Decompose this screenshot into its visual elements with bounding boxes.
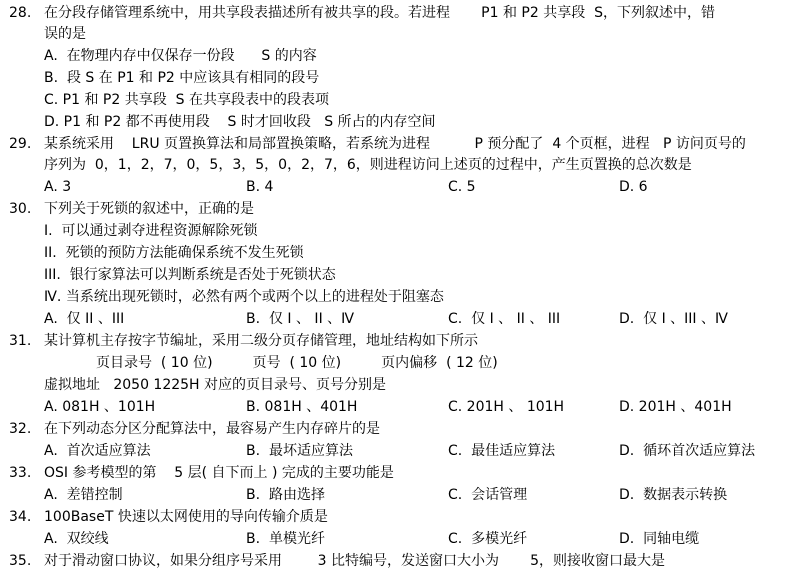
question-31-option-a: A. 081H 、101H bbox=[44, 399, 156, 415]
question-34-option-d: D. 同轴电缆 bbox=[619, 531, 700, 547]
question-31-stem: 某计算机主存按字节编址，采用二级分页存储管理，地址结构如下所示 bbox=[44, 333, 478, 349]
question-30-option-d: D. 仅 I 、III 、Ⅳ bbox=[619, 311, 728, 327]
question-30-option-a: A. 仅 II 、III bbox=[44, 311, 125, 327]
question-29-option-a: A. 3 bbox=[44, 179, 72, 195]
question-28-option-d: D. P1 和 P2 都不再使用段 S 时才回收段 S 所占的内存空间 bbox=[44, 114, 436, 130]
question-32-stem: 在下列动态分区分配算法中，最容易产生内存碎片的是 bbox=[44, 421, 380, 437]
question-31-address-structure: 页目录号 ( 10 位) 页号 ( 10 位) 页内偏移 ( 12 位) bbox=[96, 355, 498, 371]
question-30-option-b: B. 仅 I 、 II 、Ⅳ bbox=[246, 311, 355, 327]
question-28-number: 28. bbox=[9, 5, 32, 21]
question-33-option-d: D. 数据表示转换 bbox=[619, 487, 728, 503]
question-33-option-a: A. 差错控制 bbox=[44, 487, 123, 503]
question-32-option-b: B. 最坏适应算法 bbox=[246, 443, 353, 459]
question-30-option-c: C. 仅 I 、 II 、 III bbox=[448, 311, 561, 327]
question-28-stem: 在分段存储管理系统中，用共享段表描述所有被共享的段。若进程 P1 和 P2 共享段 S，下列叙述中，错 bbox=[44, 5, 715, 21]
question-29-option-c: C. 5 bbox=[448, 179, 476, 195]
question-35-number: 35. bbox=[9, 553, 32, 569]
question-33-stem: OSI 参考模型的第 5 层( 自下而上 ) 完成的主要功能是 bbox=[44, 465, 394, 481]
question-32-option-d: D. 循环首次适应算法 bbox=[619, 443, 756, 459]
question-28-option-c: C. P1 和 P2 共享段 S 在共享段表中的段表项 bbox=[44, 92, 329, 108]
question-32-option-a: A. 首次适应算法 bbox=[44, 443, 151, 459]
question-35-stem: 对于滑动窗口协议，如果分组序号采用 3 比特编号，发送窗口大小为 5，则接收窗口最大是 bbox=[44, 553, 666, 569]
question-34-option-c: C. 多模光纤 bbox=[448, 531, 528, 547]
question-33-option-c: C. 会话管理 bbox=[448, 487, 528, 503]
question-34-option-a: A. 双绞线 bbox=[44, 531, 109, 547]
question-29-number: 29. bbox=[9, 136, 32, 152]
question-31-virtual-address: 虚拟地址 2050 1225H 对应的页目录号、页号分别是 bbox=[44, 377, 387, 393]
question-31-option-d: D. 201H 、401H bbox=[619, 399, 732, 415]
question-32-number: 32. bbox=[9, 421, 32, 437]
question-34-option-b: B. 单模光纤 bbox=[246, 531, 325, 547]
question-31-option-b: B. 081H 、401H bbox=[246, 399, 358, 415]
question-30-stem: 下列关于死锁的叙述中，正确的是 bbox=[44, 201, 254, 217]
question-30-number: 30. bbox=[9, 201, 32, 217]
question-28-option-b: B. 段 S 在 P1 和 P2 中应该具有相同的段号 bbox=[44, 70, 320, 86]
question-29-stem-continued: 序列为 0，1，2，7，0，5，3，5，0，2，7，6，则进程访问上述页的过程中，产生页置换的总次数是 bbox=[44, 157, 692, 173]
question-32-option-c: C. 最佳适应算法 bbox=[448, 443, 556, 459]
question-30-item-2: II. 死锁的预防方法能确保系统不发生死锁 bbox=[44, 245, 304, 261]
question-29-option-b: B. 4 bbox=[246, 179, 274, 195]
question-29-stem: 某系统采用 LRU 页置换算法和局部置换策略，若系统为进程 P 预分配了 4 个页框，进程 P 访问页号的 bbox=[44, 136, 746, 152]
question-28-option-a: A. 在物理内存中仅保存一份段 S 的内容 bbox=[44, 48, 317, 64]
question-34-number: 34. bbox=[9, 509, 32, 525]
question-34-stem: 100BaseT 快速以太网使用的导向传输介质是 bbox=[44, 509, 328, 525]
question-28-stem-continued: 误的是 bbox=[44, 26, 86, 42]
question-30-item-1: I. 可以通过剥夺进程资源解除死锁 bbox=[44, 223, 258, 239]
question-33-number: 33. bbox=[9, 465, 32, 481]
question-31-option-c: C. 201H 、 101H bbox=[448, 399, 565, 415]
question-30-item-4: Ⅳ. 当系统出现死锁时，必然有两个或两个以上的进程处于阻塞态 bbox=[44, 289, 444, 305]
question-29-option-d: D. 6 bbox=[619, 179, 648, 195]
question-33-option-b: B. 路由选择 bbox=[246, 487, 325, 503]
question-30-item-3: III. 银行家算法可以判断系统是否处于死锁状态 bbox=[44, 267, 336, 283]
question-31-number: 31. bbox=[9, 333, 32, 349]
